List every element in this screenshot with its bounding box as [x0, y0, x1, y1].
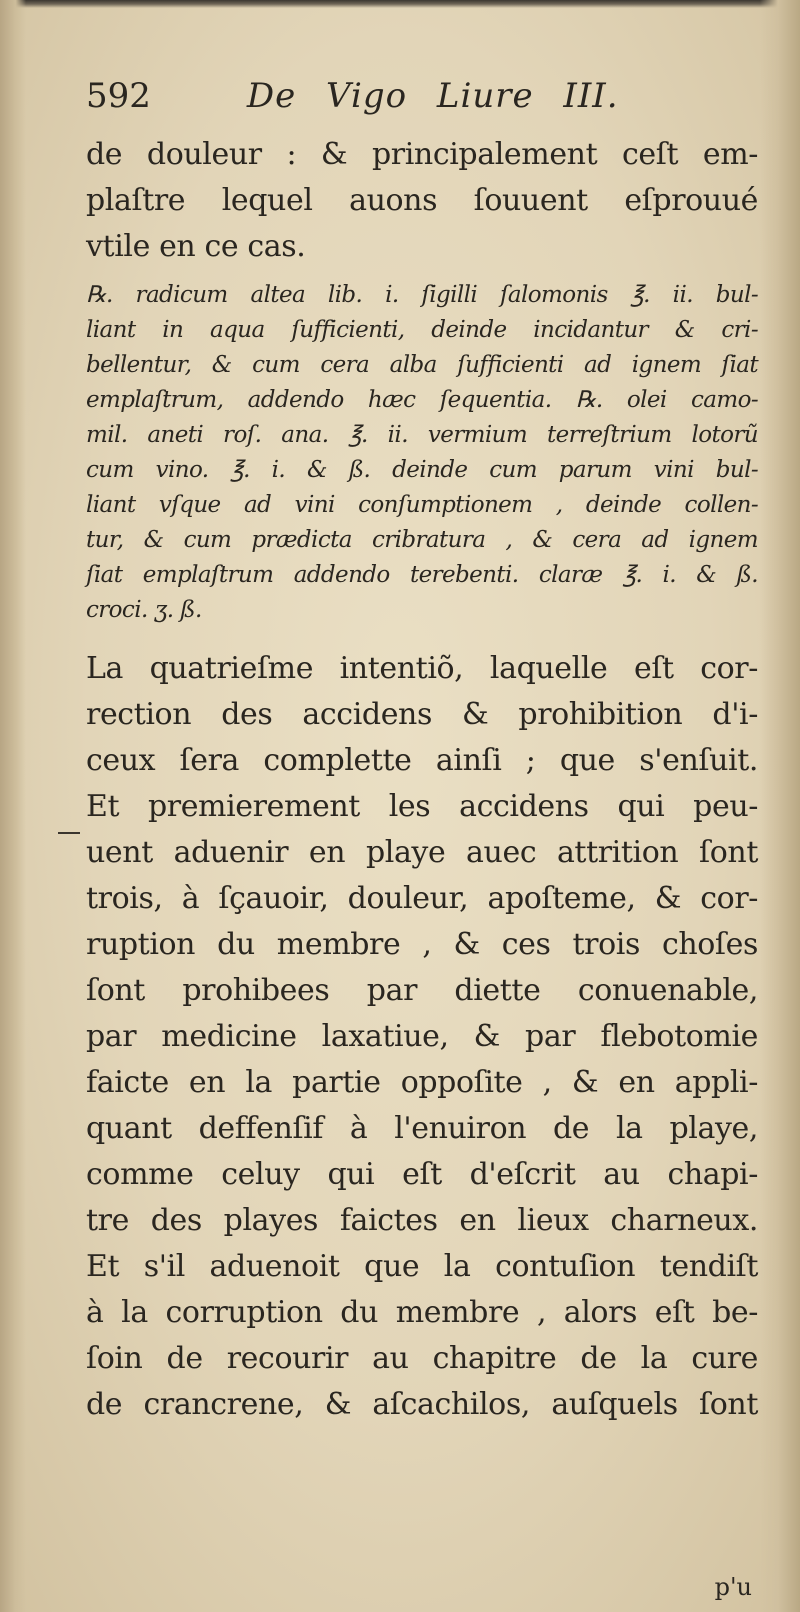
running-header: [86, 70, 758, 132]
text-line: ruption du membre , & ces trois choſes: [86, 927, 758, 962]
page-number: 592: [86, 76, 151, 116]
running-head-title: De Vigo Liure III.: [246, 76, 619, 116]
recipe-line: mil. aneti roſ. ana. ℥. ii. vermium terreſtrium lotorũ: [86, 422, 758, 448]
text-block: [86, 70, 758, 1428]
text-line: La quatrieſme intentiõ, laquelle eſt cor-: [86, 651, 758, 686]
text-line: tre des playes faictes en lieux charneux.: [86, 1203, 758, 1238]
recipe-line: tur, & cum prædicta cribratura , & cera ad ignem: [86, 527, 758, 553]
text-line: par medicine laxatiue, & par flebotomie: [86, 1019, 758, 1054]
body-text: [86, 132, 758, 1428]
text-line: trois, à ſçauoir, douleur, apoſteme, & cor-: [86, 881, 758, 916]
text-line: comme celuy qui eſt d'eſcrit au chapi-: [86, 1157, 758, 1192]
recipe-line: liant in aqua ſufficienti, deinde incidantur & cri-: [86, 317, 758, 343]
text-line: à la corruption du membre , alors eſt be-: [86, 1295, 758, 1330]
recipe-line: cum vino. ℥. i. & ß. deinde cum parum vini bul-: [86, 457, 758, 483]
recipe-line: liant vſque ad vini conſumptionem , deinde collen-: [86, 492, 758, 518]
catchword: p'u: [714, 1573, 752, 1601]
text-line: de douleur : & principalement ceſt em-: [86, 137, 758, 172]
recipe-line: ſiat emplaſtrum addendo terebenti. claræ ℥. i. & ß.: [86, 562, 758, 588]
text-line: ſoin de recourir au chapitre de la cure: [86, 1341, 758, 1376]
top-edge-shadow: [0, 0, 800, 8]
recipe-line: bellentur, & cum cera alba ſufficienti ad ignem ſiat: [86, 352, 758, 378]
text-line: uent aduenir en playe auec attrition ſont: [86, 835, 758, 870]
recipe-line: emplaſtrum, addendo hæc ſequentia. ℞. olei camo-: [86, 387, 758, 413]
text-line: ſont prohibees par diette conuenable,: [86, 973, 758, 1008]
recipe-line: ℞. radicum altea lib. i. ſigilli ſalomonis ℥. ii. bul-: [86, 282, 758, 308]
left-edge-shadow: [0, 0, 26, 1612]
text-line: de crancrene, & aſcachilos, auſquels ſont: [86, 1387, 758, 1422]
recipe-line: croci. ʒ. ß.: [86, 597, 202, 623]
text-line: Et premierement les accidens qui peu-: [86, 789, 758, 824]
text-line: quant deffenſif à l'enuiron de la playe,: [86, 1111, 758, 1146]
text-line: rection des accidens & prohibition d'i-: [86, 697, 758, 732]
text-line: Et s'il aduenoit que la contuſion tendiſt: [86, 1249, 758, 1284]
text-line: ceux ſera complette ainſi ; que s'enſuit.: [86, 743, 758, 778]
text-line: vtile en ce cas.: [86, 229, 306, 264]
text-line: plaſtre lequel auons ſouuent eſprouué: [86, 183, 758, 218]
margin-mark: [58, 832, 80, 834]
text-line: faicte en la partie oppoſite , & en appli-: [86, 1065, 758, 1100]
right-edge-shadow: [760, 0, 800, 1612]
